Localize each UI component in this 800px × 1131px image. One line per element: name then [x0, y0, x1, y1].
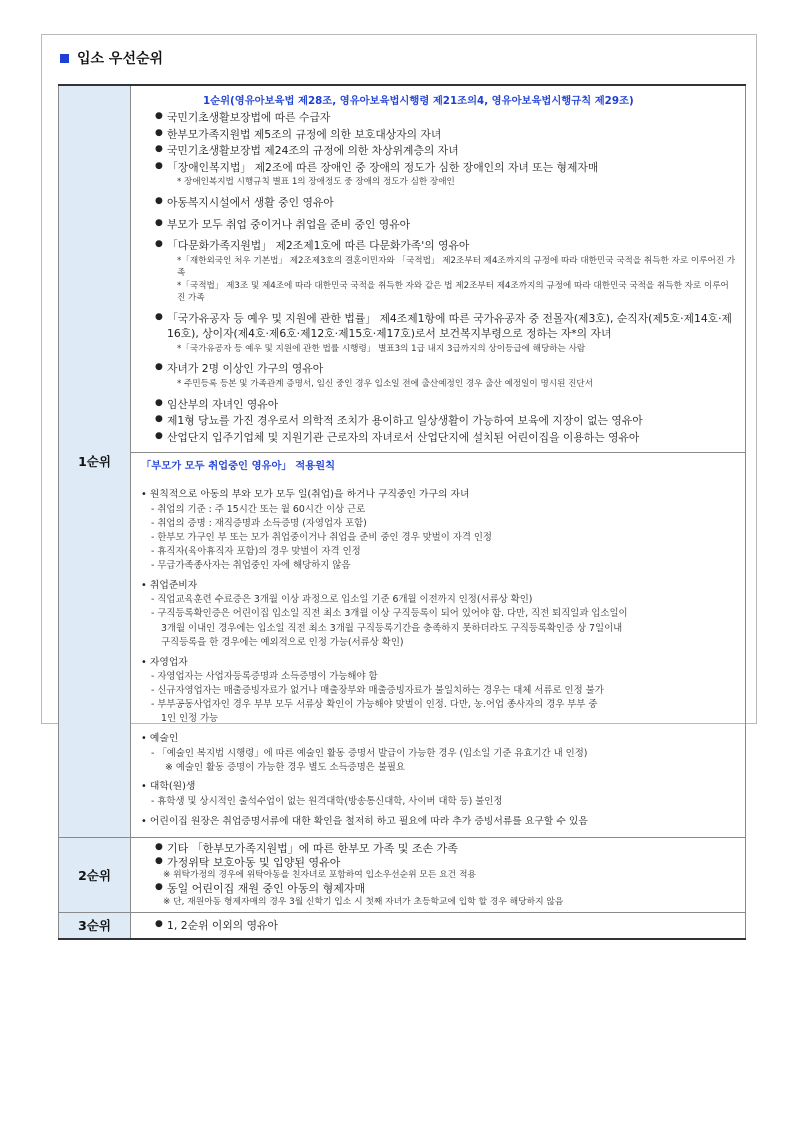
note: *「국적법」 제3조 및 제4조에 따라 대한민국 국적을 취득한 자와 같은 법 제2조부터 제4조까지의 규정에 따라 대한민국 국적을 취득한 자로 이루어진 가족 — [177, 280, 729, 304]
rank1-label: 1순위 — [59, 85, 131, 837]
list-item: ● 부모가 모두 취업 중이거나 취업을 준비 중인 영유아 — [155, 217, 737, 233]
principle-line: 1인 인정 가능 — [161, 713, 219, 725]
rank3-content — [131, 912, 746, 939]
principle-a-title: • 원칙적으로 아동의 부와 모가 모두 일(취업)을 하거나 구직중인 가구의 자녀 — [141, 489, 470, 501]
list-item: ● 기타 「한부모가족지원법」에 따른 한부모 가족 및 조손 가족 — [155, 842, 737, 856]
list-item: ● 산업단지 입주기업체 및 지원기관 근로자의 자녀로서 산업단지에 설치된 어린이집을 이용하는 영유아 — [155, 430, 737, 446]
list-item: ● 한부모가족지원법 제5조의 규정에 의한 보호대상자의 자녀 — [155, 127, 737, 143]
list-item: ● 가정위탁 보호아동 및 입양된 영유아 — [155, 856, 737, 870]
note: *「재한외국인 처우 기본법」 제2조제3호의 결혼이민자와 「국적법」 제2조부터 제4조까지의 규정에 따라 대한민국 국적을 취득한 자로 이루어진 가족 — [177, 255, 736, 279]
principle-line: ※ 예술인 활동 증명이 가능한 경우 별도 소득증명은 불필요 — [165, 761, 405, 773]
list-item: ● 「장애인복지법」 제2조에 따른 장애인 중 장애의 정도가 심한 장애인의 자녀 또는 형제자매 — [155, 160, 737, 176]
list-item: ● 1, 2순위 이외의 영유아 — [155, 918, 737, 934]
list-item: ● 국민기초생활보장법 제24조의 규정에 의한 차상위계층의 자녀 — [155, 143, 737, 159]
principle-line: 3개월 이내인 경우에는 입소일 직전 최소 3개월 구직등록기간을 충족하지 못하더라도 구직등록확인증 상 7일이내 — [161, 622, 623, 634]
note: ※ 단, 재원아동 형제자매의 경우 3월 신학기 입소 시 첫째 자녀가 초등학교에 입학 할 경우 해당하지 않음 — [163, 896, 564, 907]
rank3-row — [59, 912, 746, 939]
list-item: ● 제1형 당뇨를 가진 경우로서 의학적 조치가 용이하고 일상생활이 가능하여 보육에 지장이 없는 영유아 — [155, 413, 737, 429]
note: * 주민등록 등본 및 가족관계 증명서, 임신 중인 경우 입소일 전에 출산예정인 경우 출산 예정일이 명시된 진단서 — [177, 379, 594, 390]
note: *「국가유공자 등 예우 및 지원에 관한 법률 시행령」 별표3의 1급 내지 3급까지의 상이등급에 해당하는 사람 — [177, 343, 586, 354]
principle-line: - 구직등록확인증은 어린이집 입소일 직전 최소 3개월 이상 구직등록이 되어 있어야 함. 다만, 직전 퇴직일과 입소일이 — [151, 608, 628, 620]
blue-square-icon — [60, 54, 69, 63]
principle-line: 구직등록을 한 경우에는 예외적으로 인정 가능(서류상 확인) — [161, 636, 404, 648]
list-item: ● 자녀가 2명 이상인 가구의 영유아 — [155, 361, 737, 377]
rank3-label: 3순위 — [59, 912, 131, 939]
heading-text: 입소 우선순위 — [77, 51, 164, 67]
principle-d-title: • 예술인 — [141, 733, 179, 745]
principle-e-title: • 대학(원)생 — [141, 781, 196, 793]
section-heading — [60, 48, 163, 68]
principle-c-title: • 자영업자 — [141, 656, 188, 668]
rank1-row — [59, 85, 746, 837]
principle-block — [131, 452, 745, 832]
note: * 장애인복지법 시행규칙 별표 1의 장애정도 중 장애의 정도가 심한 장애인 — [177, 177, 455, 188]
priority-table — [58, 84, 746, 940]
list-item: ● 「다문화가족지원법」 제2조제1호에 따른 다문화가족'의 영유아 — [155, 238, 737, 254]
principle-line: - 부부공동사업자인 경우 부부 모두 서류상 확인이 가능해야 맞벌이 인정. 다만, 농.어업 종사자의 경우 부부 중 — [151, 699, 598, 711]
principle-title: 「부모가 모두 취업중인 영유아」 적용원칙 — [141, 460, 336, 473]
principle-line: - 신규자영업자는 매출증빙자료가 없거나 매출장부와 매출증빙자료가 불일치하는 경우는 대체 서류로 인정 불가 — [151, 685, 604, 697]
list-item: ● 국민기초생활보장법에 따른 수급자 — [155, 110, 737, 126]
list-item: ● 「국가유공자 등 예우 및 지원에 관한 법률」 제4조제1항에 따른 국가유공자 중 전몰자(제3호), 순직자(제5호·제14호·제16호), 상이자(제4호·제6호·제12호·제15호·제17호)로서 보건복지부령으로 정하는 자*의 자녀 — [155, 311, 737, 342]
rank1-list — [141, 110, 737, 176]
principle-f: • 어린이집 원장은 취업증명서류에 대한 확인을 철저히 하고 필요에 따라 추가 증빙서류를 요구할 수 있음 — [141, 815, 588, 827]
rank2-content — [131, 837, 746, 912]
list-item: ● 동일 어린이집 재원 중인 아동의 형제자매 — [155, 882, 737, 896]
principle-line: - 한부모 가구인 부 또는 모가 취업중이거나 취업을 준비 중인 경우 맞벌이 자격 인정 — [151, 531, 492, 543]
principle-line: - 무급가족종사자는 취업중인 자에 해당하지 않음 — [151, 559, 351, 571]
principle-line: - 휴학생 및 상시적인 출석수업이 없는 원격대학(방송통신대학, 사이버 대학 등) 불인정 — [151, 795, 503, 807]
principle-line: - 직업교육훈련 수료증은 3개월 이상 과정으로 입소일 기준 6개월 이전까지 인정(서류상 확인) — [151, 594, 533, 606]
principle-line: - 자영업자는 사업자등록증명과 소득증명이 가능해야 함 — [151, 670, 378, 682]
rank2-row — [59, 837, 746, 912]
rank2-label: 2순위 — [59, 837, 131, 912]
list-item: ● 아동복지시설에서 생활 중인 영유아 — [155, 195, 737, 211]
principle-line: - 취업의 기준 : 주 15시간 또는 월 60시간 이상 근로 — [151, 503, 366, 515]
principle-line: - 「예술인 복지법 시행령」에 따른 예술인 활동 증명서 발급이 가능한 경우 (입소일 기준 유효기간 내 인정) — [151, 747, 588, 759]
principle-line: - 취업의 증명 : 재직증명과 소득증명 (자영업자 포함) — [151, 517, 367, 529]
list-item: ● 임산부의 자녀인 영유아 — [155, 397, 737, 413]
note: ※ 위탁가정의 경우에 위탁아동을 친자녀로 포함하여 입소우선순위 모든 요건 적용 — [163, 870, 476, 881]
principle-line: - 휴직자(육아휴직자 포함)의 경우 맞벌이 자격 인정 — [151, 545, 361, 557]
rank1-title: 1순위(영유아보육법 제28조, 영유아보육법시행령 제21조의4, 영유아보육법시행규칙 제29조) — [203, 95, 634, 107]
principle-b-title: • 취업준비자 — [141, 580, 198, 592]
rank1-content — [131, 85, 746, 837]
